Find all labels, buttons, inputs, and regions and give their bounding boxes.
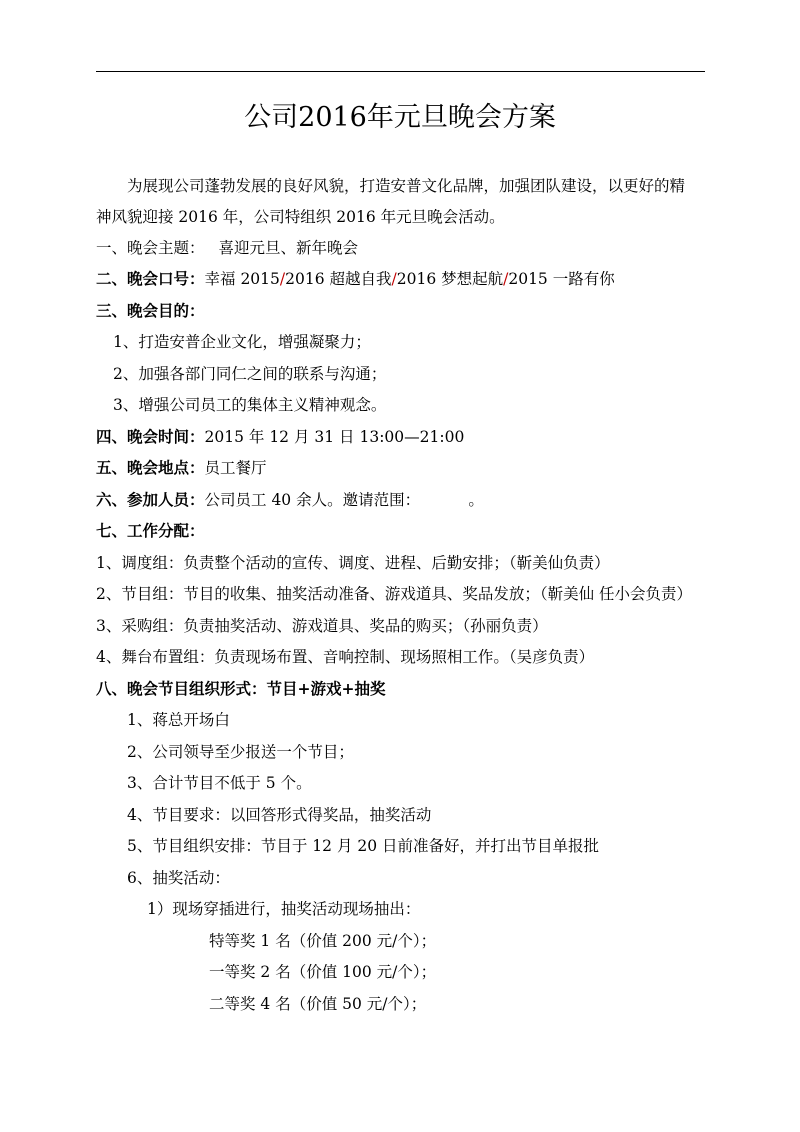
prize-item: 特等奖 1 名（价值 200 元/个）；: [209, 932, 437, 950]
header-rule: [96, 71, 705, 72]
slogan-slash-3: /: [503, 270, 509, 288]
prize-item: 二等奖 4 名（价值 50 元/个）；: [209, 995, 427, 1013]
slogan-value-d: 2015 一路有你: [508, 270, 615, 288]
task-item: 1、调度组：负责整个活动的宣传、调度、进程、后勤安排；（靳美仙负责）: [96, 554, 610, 572]
program-item: 3、合计节目不低于 5 个。: [127, 774, 312, 792]
slogan-slash-2: /: [391, 270, 397, 288]
place-label: 五、晚会地点：: [96, 458, 205, 477]
theme-value: 喜迎元旦、新年晚会: [218, 239, 359, 257]
time-label: 四、晚会时间：: [96, 427, 205, 446]
attendees-label: 六、参加人员：: [96, 490, 205, 509]
task-item: 2、节目组：节目的收集、抽奖活动准备、游戏道具、奖品发放；（靳美仙 任小会负责）: [96, 585, 693, 603]
attendees-tail: 。: [468, 491, 484, 509]
tasks-heading: 七、工作分配：: [96, 521, 205, 540]
attendees-line: [96, 489, 484, 511]
slogan-value-b: 2016 超越自我: [285, 270, 392, 288]
task-item: 4、舞台布置组：负责现场布置、音响控制、现场照相工作。（吴彦负责）: [96, 648, 595, 666]
program-item: 1、蒋总开场白: [127, 711, 230, 729]
theme-line: [96, 237, 358, 259]
program-heading: 八、晚会节目组织形式：节目+游戏+抽奖: [96, 679, 386, 698]
purpose-item: 2、加强各部门同仁之间的联系与沟通；: [113, 365, 387, 383]
slogan-value-c: 2016 梦想起航: [396, 270, 504, 288]
program-item: 4、节目要求：以回答形式得奖品，抽奖活动: [127, 806, 432, 824]
task-item: 3、采购组：负责抽奖活动、游戏道具、奖品的购买；（孙丽负责）: [96, 617, 548, 635]
attendees-value: 公司员工 40 余人。邀请范围：: [204, 491, 413, 509]
time-line: [96, 426, 464, 448]
slogan-label: 二、晚会口号：: [96, 269, 205, 288]
document-title: 公司2016年元旦晚会方案: [244, 102, 556, 133]
lottery-intro: 1）现场穿插进行，抽奖活动现场抽出：: [147, 900, 421, 918]
slogan-line: [96, 268, 615, 290]
program-item: 5、节目组织安排：节目于 12 月 20 日前准备好，并打出节目单报批: [127, 837, 600, 855]
theme-label: 一、晚会主题：: [96, 239, 205, 257]
program-item: 6、抽奖活动：: [127, 869, 230, 887]
intro-line-1: 为展现公司蓬勃发展的良好风貌，打造安普文化品牌，加强团队建设，以更好的精: [127, 177, 686, 195]
slogan-value-a: 幸福 2015: [204, 270, 280, 288]
time-value: 2015 年 12 月 31 日 13:00—21:00: [204, 428, 465, 446]
purpose-item: 1、打造安普企业文化，增强凝聚力；: [113, 333, 371, 351]
slogan-slash-1: /: [279, 270, 286, 288]
purpose-heading: 三、晚会目的：: [96, 301, 205, 320]
place-line: [96, 457, 267, 479]
purpose-item: 3、增强公司员工的集体主义精神观念。: [113, 396, 387, 414]
prize-item: 一等奖 2 名（价值 100 元/个）；: [209, 963, 437, 981]
intro-line-2: 神风貌迎接 2016 年，公司特组织 2016 年元旦晚会活动。: [96, 208, 505, 226]
place-value: 员工餐厅: [204, 459, 267, 477]
program-item: 2、公司领导至少报送一个节目；: [127, 743, 354, 761]
